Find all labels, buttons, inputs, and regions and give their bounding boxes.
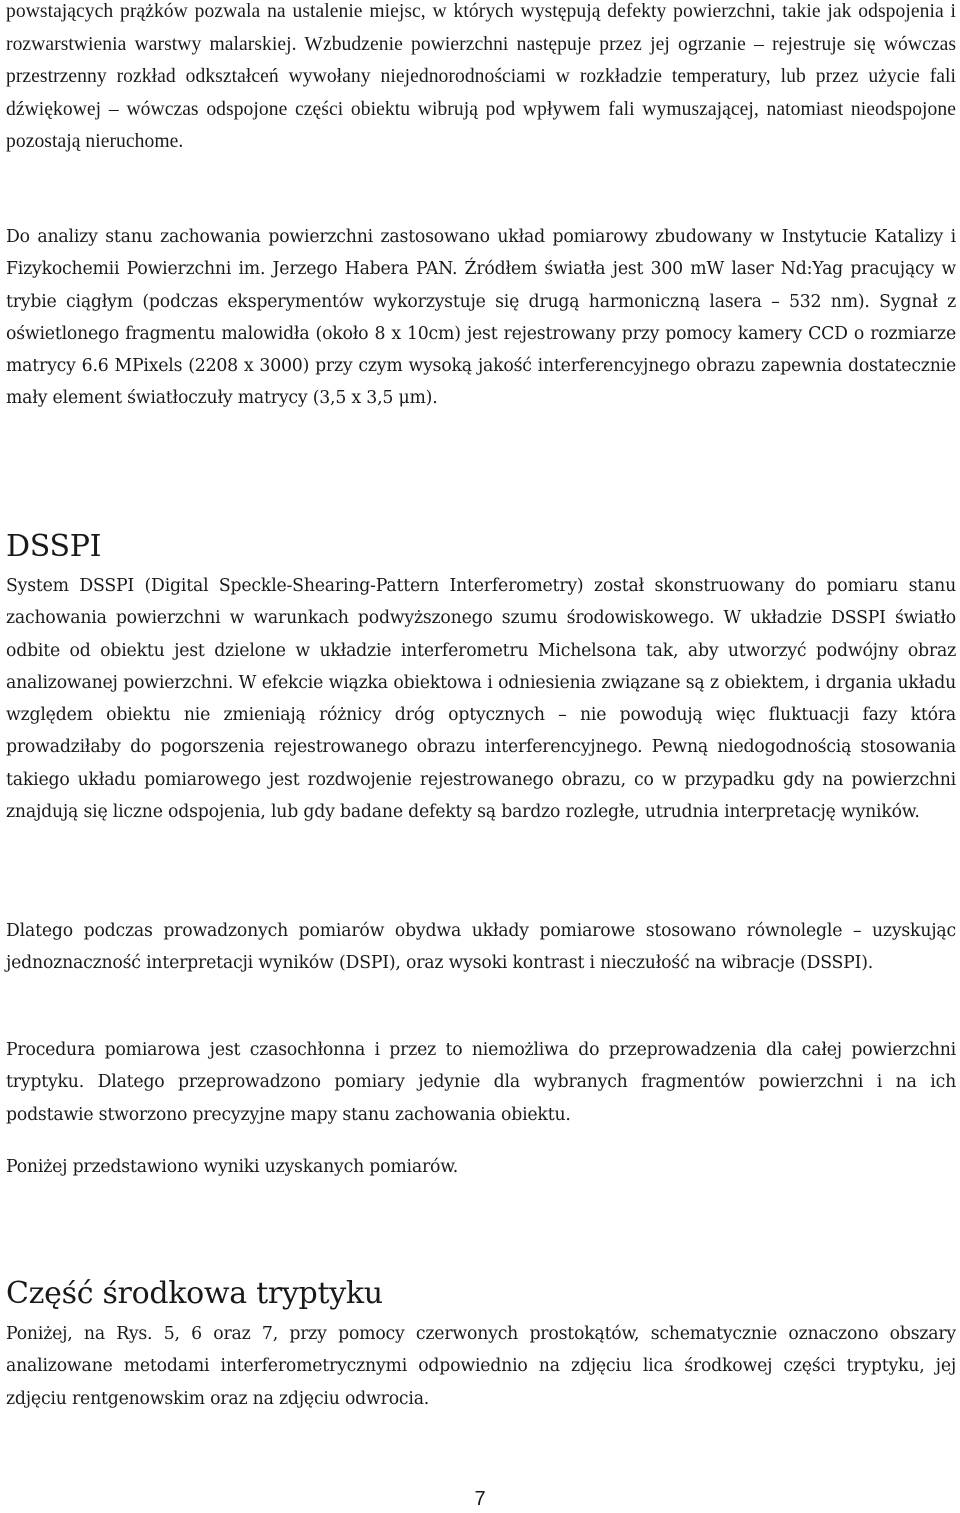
section-heading-dsspi: DSSPI	[6, 529, 102, 564]
page-number: 7	[474, 1488, 486, 1510]
paragraph-interference-intro: powstających prążków pozwala na ustalenie miejsc, w których występują defekty powierzchni, takie jak odspojenia i rozwarstwienia warstwy malarskiej. Wzbudzenie powierzchni następuje przez jej ogrzanie – rejestruje się wówczas przestrzenny rozkład odkształceń wywołany niejednorodnościami w rozkładzie temperatury, lub przez użycie fali dźwiękowej – wówczas odspojone części obiektu wibrują pod wpływem fali wymuszającej, natomiast nieodspojone pozostają nieruchome.	[6, 1, 956, 153]
paragraph-figures-reference: Poniżej, na Rys. 5, 6 oraz 7, przy pomocy czerwonych prostokątów, schematycznie oznaczono obszary analizowane metodami interferometrycznymi odpowiednio na zdjęciu lica środkowej części tryptyku, jej zdjęciu rentgenowskim oraz na zdjęciu odwrocia.	[6, 1324, 956, 1409]
paragraph-results-intro: Poniżej przedstawiono wyniki uzyskanych pomiarów.	[6, 1157, 459, 1177]
paragraph-measurement-setup: Do analizy stanu zachowania powierzchni zastosowano układ pomiarowy zbudowany w Instytucie Katalizy i Fizykochemii Powierzchni im. Jerzego Habera PAN. Źródłem światła jest 300 mW laser Nd:Yag pracujący w trybie ciągłym (podczas eksperymentów wykorzystuje się drugą harmoniczną lasera – 532 nm). Sygnał z oświetlonego fragmentu malowidła (około 8 x 10cm) jest rejestrowany przy pomocy kamery CCD o rozmiarze matrycy 6.6 MPixels (2208 x 3000) przy czym wysoką jakość interferencyjnego obrazu zapewnia dostatecznie mały element światłoczuły matrycy (3,5 x 3,5 μm).	[6, 227, 956, 409]
paragraph-procedure: Procedura pomiarowa jest czasochłonna i przez to niemożliwa do przeprowadzenia dla całej powierzchni tryptyku. Dlatego przeprowadzono pomiary jedynie dla wybranych fragmentów powierzchni i na ich podstawie stworzono precyzyjne mapy stanu zachowania obiektu.	[6, 1040, 956, 1125]
paragraph-parallel-systems: Dlatego podczas prowadzonych pomiarów obydwa układy pomiarowe stosowano równolegle – uzyskując jednoznaczność interpretacji wyników (DSPI), oraz wysoki kontrast i nieczułość na wibracje (DSSPI).	[6, 921, 956, 974]
paragraph-dsspi-description: System DSSPI (Digital Speckle-Shearing-Pattern Interferometry) został skonstruowany do pomiaru stanu zachowania powierzchni w warunkach podwyższonego szumu środowiskowego. W układzie DSSPI światło odbite od obiektu jest dzielone w układzie interferometru Michelsona tak, aby utworzyć podwójny obraz analizowanej powierzchni. W efekcie wiązka obiektowa i odniesienia związane są z obiektem, i drgania układu względem obiektu nie zmieniają różnicy dróg optycznych – nie powodują więc fluktuacji fazy która prowadziłaby do pogorszenia rejestrowanego obrazu interferencyjnego. Pewną niedogodnością stosowania takiego układu pomiarowego jest rozdwojenie rejestrowanego obrazu, co w przypadku gdy na powierzchni znajdują się liczne odspojenia, lub gdy badane defekty są bardzo rozległe, utrudnia interpretację wyników.	[6, 576, 956, 823]
section-heading-center-part: Część środkowa tryptyku	[6, 1276, 383, 1311]
